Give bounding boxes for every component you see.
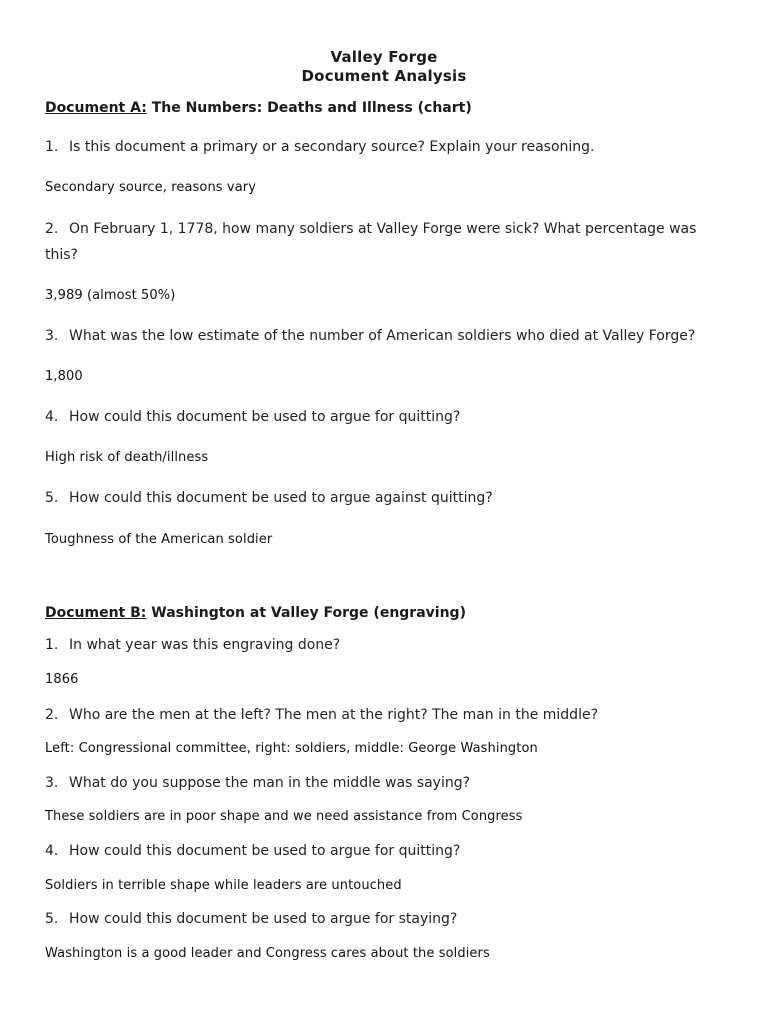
- doc-b-question-4: [45, 838, 705, 864]
- doc-b-answer-2: Left: Congressional committee, right: soldiers, middle: George Washington: [45, 741, 538, 756]
- question-number: 1.: [45, 139, 59, 155]
- doc-b-heading: [45, 605, 466, 621]
- doc-a-answer-4: High risk of death/illness: [45, 450, 209, 465]
- question-text: What do you suppose the man in the middle was saying?: [69, 775, 471, 791]
- question-number: 4.: [45, 843, 59, 859]
- question-text: How could this document be used to argue for quitting?: [69, 409, 461, 425]
- doc-b-answer-5: Washington is a good leader and Congress cares about the soldiers: [45, 946, 490, 961]
- doc-b-question-2: [45, 702, 705, 728]
- doc-a-label: Document A:: [45, 100, 147, 116]
- page-subtitle: Document Analysis: [301, 67, 467, 85]
- question-text: How could this document be used to argue for staying?: [69, 911, 458, 927]
- question-number: 5.: [45, 911, 59, 927]
- question-text: On February 1, 1778, how many soldiers at Valley Forge were sick? What percentage was this?: [45, 221, 697, 263]
- doc-b-answer-3: These soldiers are in poor shape and we need assistance from Congress: [45, 809, 523, 824]
- doc-a-answer-3: 1,800: [45, 369, 83, 384]
- question-text: How could this document be used to argue for quitting?: [69, 843, 461, 859]
- doc-a-heading: [45, 100, 472, 116]
- doc-a-question-5: [45, 485, 705, 511]
- doc-a-question-2: [45, 216, 705, 268]
- question-number: 4.: [45, 409, 59, 425]
- question-number: 2.: [45, 221, 59, 237]
- question-number: 3.: [45, 328, 59, 344]
- question-text: In what year was this engraving done?: [69, 637, 341, 653]
- doc-a-answer-5: Toughness of the American soldier: [45, 532, 273, 547]
- doc-a-question-1: [45, 134, 705, 160]
- doc-b-question-3: [45, 770, 705, 796]
- doc-b-question-5: [45, 906, 705, 932]
- doc-a-question-3: [45, 323, 705, 349]
- doc-b-answer-4: Soldiers in terrible shape while leaders are untouched: [45, 878, 402, 893]
- question-number: 3.: [45, 775, 59, 791]
- question-text: Who are the men at the left? The men at the right? The man in the middle?: [69, 707, 599, 723]
- doc-b-label: Document B:: [45, 605, 147, 621]
- question-text: How could this document be used to argue against quitting?: [69, 490, 493, 506]
- doc-a-title: The Numbers: Deaths and Illness (chart): [151, 100, 472, 116]
- doc-b-question-1: [45, 632, 705, 658]
- doc-a-answer-2: 3,989 (almost 50%): [45, 288, 176, 303]
- doc-a-answer-1: Secondary source, reasons vary: [45, 180, 257, 195]
- question-number: 5.: [45, 490, 59, 506]
- doc-b-title: Washington at Valley Forge (engraving): [151, 605, 466, 621]
- question-text: What was the low estimate of the number of American soldiers who died at Valley Forge?: [69, 328, 696, 344]
- question-number: 1.: [45, 637, 59, 653]
- doc-a-question-4: [45, 404, 705, 430]
- question-number: 2.: [45, 707, 59, 723]
- doc-b-answer-1: 1866: [45, 672, 79, 687]
- page-title: Valley Forge: [330, 48, 438, 66]
- question-text: Is this document a primary or a secondary source? Explain your reasoning.: [69, 139, 595, 155]
